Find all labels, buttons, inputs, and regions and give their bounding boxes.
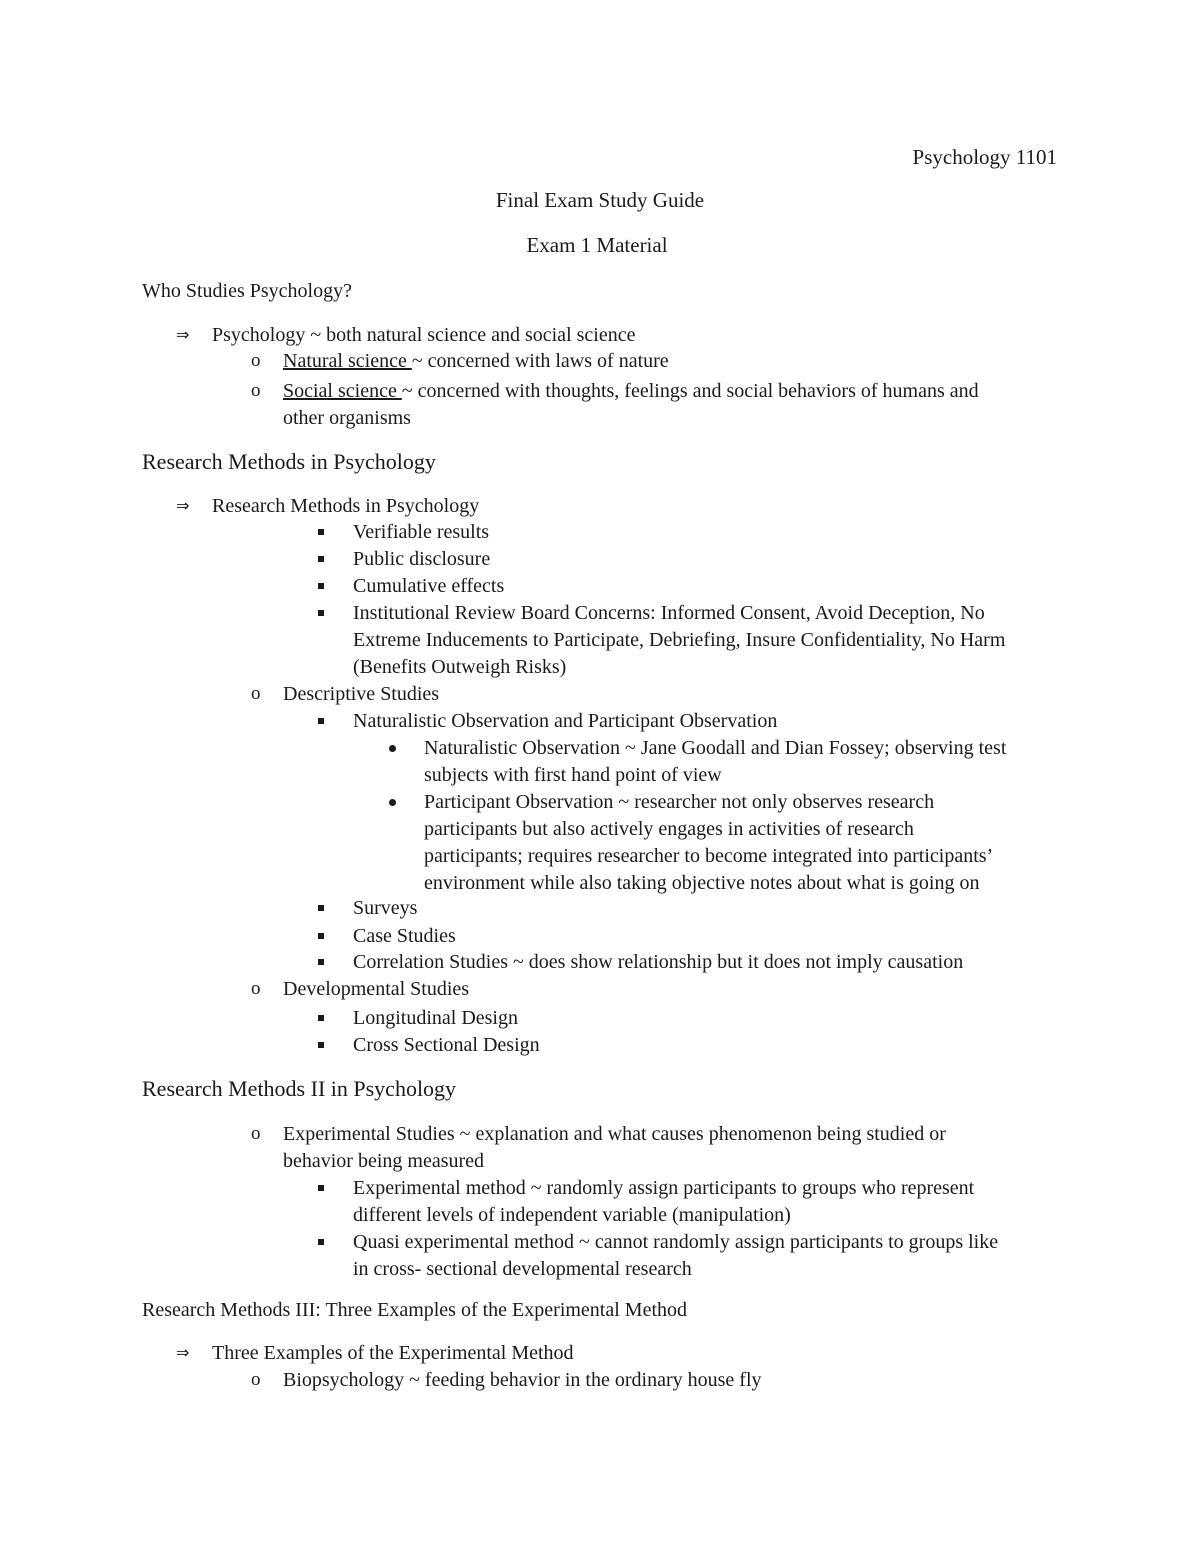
list-item-continuation: participants but also actively engages in activities of research — [424, 818, 914, 840]
section-heading-research-methods-ii: Research Methods II in Psychology — [142, 1076, 457, 1101]
square-bullet-icon — [318, 556, 324, 562]
section-heading-research-methods-iii: Research Methods III: Three Examples of the Experimental Method — [142, 1299, 688, 1321]
list-item: Experimental Studies ~ explanation and what causes phenomenon being studied or — [283, 1123, 946, 1145]
square-bullet-icon — [318, 718, 324, 724]
list-item: Biopsychology ~ feeding behavior in the ordinary house fly — [283, 1369, 762, 1391]
list-item: Experimental method ~ randomly assign participants to groups who represent — [353, 1177, 975, 1199]
square-bullet-icon — [318, 1042, 324, 1048]
list-item: Surveys — [353, 897, 418, 919]
circle-bullet-icon: o — [251, 380, 261, 401]
round-bullet-icon — [389, 799, 396, 806]
list-item-continuation: environment while also taking objective notes about what is going on — [424, 872, 980, 894]
list-item: Longitudinal Design — [353, 1007, 518, 1029]
list-item-continuation: in cross- sectional developmental research — [353, 1258, 692, 1280]
square-bullet-icon — [318, 1015, 324, 1021]
course-title: Psychology 1101 — [912, 145, 1057, 169]
list-item: Three Examples of the Experimental Method — [212, 1342, 574, 1364]
square-bullet-icon — [318, 529, 324, 535]
list-item: Institutional Review Board Concerns: Informed Consent, Avoid Deception, No — [353, 602, 985, 624]
definition-text: ~ concerned with thoughts, feelings and social behaviors of humans and — [401, 380, 979, 402]
square-bullet-icon — [318, 905, 324, 911]
list-item: Verifiable results — [353, 521, 490, 543]
square-bullet-icon — [318, 610, 324, 616]
list-item-continuation: subjects with first hand point of view — [424, 764, 722, 786]
list-item: Developmental Studies — [283, 978, 470, 1000]
term-natural-science: Natural science — [283, 350, 412, 372]
list-item: Psychology ~ both natural science and social science — [212, 324, 636, 346]
list-item: Descriptive Studies — [283, 683, 440, 705]
list-item-continuation: participants; requires researcher to become integrated into participants’ — [424, 845, 994, 867]
circle-bullet-icon: o — [251, 350, 261, 371]
square-bullet-icon — [318, 1239, 324, 1245]
list-item: Participant Observation ~ researcher not only observes research — [424, 791, 935, 813]
list-item-continuation: Extreme Inducements to Participate, Debriefing, Insure Confidentiality, No Harm — [353, 629, 1006, 651]
list-item: Research Methods in Psychology — [212, 495, 480, 517]
list-item — [283, 378, 979, 404]
section-heading-research-methods: Research Methods in Psychology — [142, 449, 436, 474]
round-bullet-icon — [389, 745, 396, 752]
document-title: Final Exam Study Guide — [495, 188, 705, 212]
term-social-science: Social science — [283, 380, 402, 402]
list-item-continuation: behavior being measured — [283, 1150, 485, 1172]
list-item: Cumulative effects — [353, 575, 505, 597]
list-item: Public disclosure — [353, 548, 491, 570]
list-item: Naturalistic Observation and Participant Observation — [353, 710, 778, 732]
square-bullet-icon — [318, 933, 324, 939]
circle-bullet-icon: o — [251, 978, 261, 999]
arrow-bullet-icon: ⇒ — [176, 496, 190, 515]
square-bullet-icon — [318, 583, 324, 589]
list-item: Cross Sectional Design — [353, 1034, 540, 1056]
list-item: Naturalistic Observation ~ Jane Goodall and Dian Fossey; observing test — [424, 737, 1007, 759]
arrow-bullet-icon: ⇒ — [176, 1343, 190, 1362]
square-bullet-icon — [318, 1185, 324, 1191]
list-item — [283, 348, 669, 374]
circle-bullet-icon: o — [251, 1123, 261, 1144]
list-item-continuation: different levels of independent variable (manipulation) — [353, 1204, 791, 1226]
circle-bullet-icon: o — [251, 683, 261, 704]
document-subtitle: Exam 1 Material — [526, 233, 668, 257]
section-heading-who: Who Studies Psychology? — [142, 280, 352, 302]
list-item-continuation: (Benefits Outweigh Risks) — [353, 656, 567, 678]
definition-text: ~ concerned with laws of nature — [411, 350, 669, 372]
circle-bullet-icon: o — [251, 1369, 261, 1390]
list-item: Correlation Studies ~ does show relationship but it does not imply causation — [353, 951, 964, 973]
list-item: Quasi experimental method ~ cannot randomly assign participants to groups like — [353, 1231, 999, 1253]
square-bullet-icon — [318, 959, 324, 965]
list-item: Case Studies — [353, 925, 456, 947]
arrow-bullet-icon: ⇒ — [176, 325, 190, 344]
list-item-continuation: other organisms — [283, 407, 411, 429]
